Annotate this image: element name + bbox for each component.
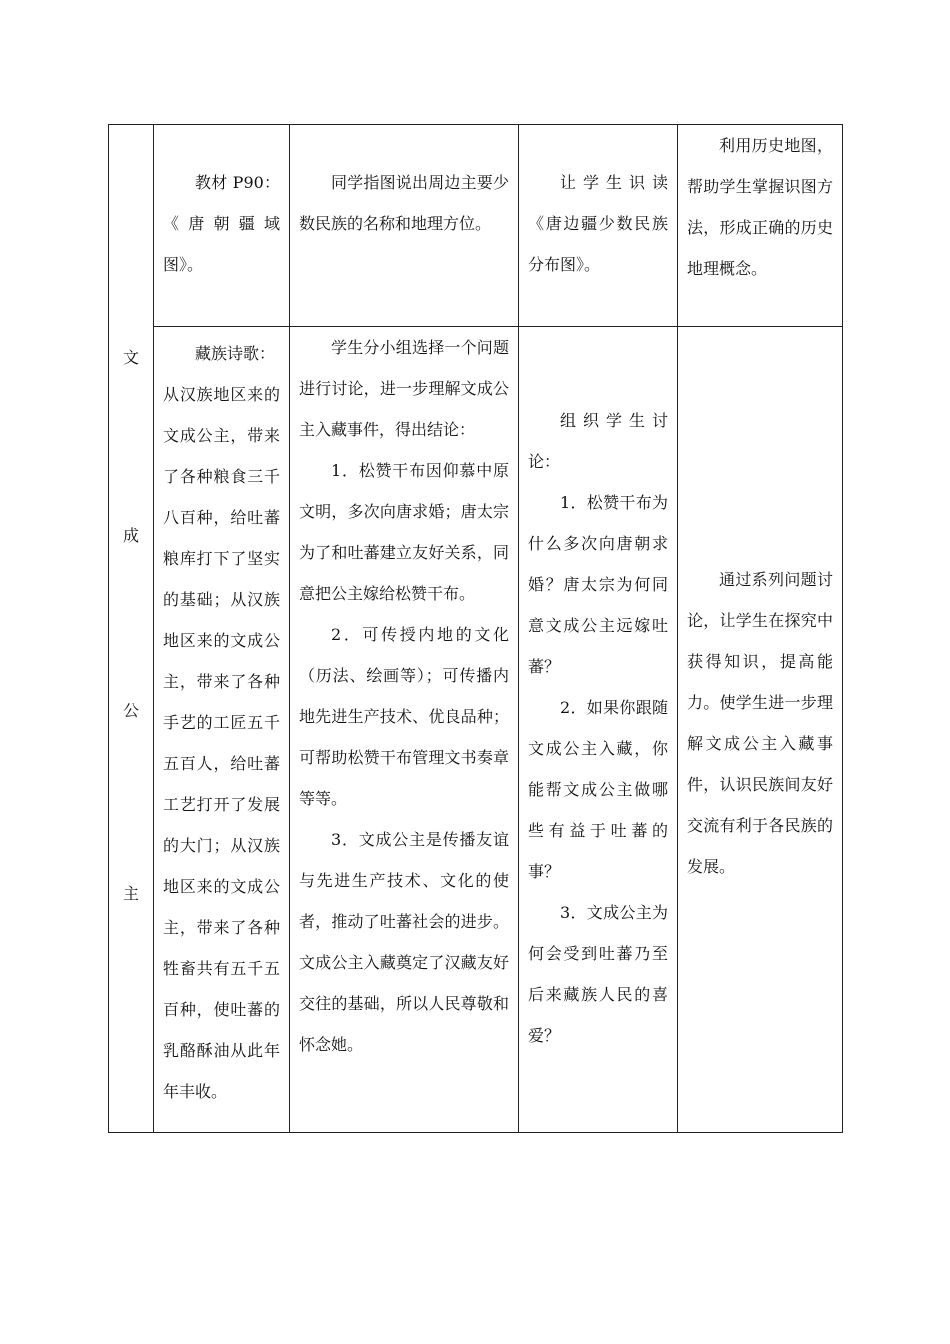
design-intent-cell <box>678 125 843 327</box>
section-title-char: 文 <box>122 348 139 367</box>
section-label-cell <box>109 125 154 1133</box>
table-row <box>109 327 843 1133</box>
material-text: 教材 P90：《唐朝疆域图》。 <box>163 173 280 274</box>
material-heading: 藏族诗歌： <box>195 344 276 363</box>
student-conclusion-item: 3．文成公主是传播友谊与先进生产技术、文化的使者，推动了吐蕃社会的进步。文成公主入藏奠定了汉藏友好交往的基础，所以人民尊敬和怀念她。 <box>299 830 509 1054</box>
design-intent-text: 利用历史地图，帮助学生掌握识图方法，形成正确的历史地理概念。 <box>687 136 833 278</box>
teacher-question-item: 2．如果你跟随文成公主入藏，你能帮文成公主做哪些有益于吐蕃的事？ <box>528 698 668 881</box>
student-activity-cell <box>290 125 519 327</box>
teacher-discussion-intro: 组织学生讨论： <box>528 411 668 471</box>
student-conclusion-item: 2．可传授内地的文化（历法、绘画等）；可传播内地先进生产技术、优良品种；可帮助松赞干布管理文书奏章等等。 <box>299 625 509 808</box>
material-poem-text: 从汉族地区来的文成公主，带来了各种粮食三千八百种，给吐蕃粮库打下了坚实的基础；从汉族地区来的文成公主，带来了各种手艺的工匠五千五百人，给吐蕃工艺打开了发展的大门；从汉族地区来的文成公主，带来了各种牲畜共有五千五百种，使吐蕃的乳酪酥油从此年年丰收。 <box>163 385 280 1101</box>
student-activity-cell <box>290 327 519 1133</box>
material-cell <box>154 327 290 1133</box>
student-activity-text: 同学指图说出周边主要少数民族的名称和地理方位。 <box>299 173 509 233</box>
table-row <box>109 125 843 327</box>
teacher-activity-cell <box>519 125 678 327</box>
design-intent-text: 通过系列问题讨论，让学生在探究中获得知识，提高能力。使学生进一步理解文成公主入藏事件，认识民族间友好交流有利于各民族的发展。 <box>687 570 833 876</box>
material-cell <box>154 125 290 327</box>
teacher-activity-cell <box>519 327 678 1133</box>
teacher-question-item: 1．松赞干布为什么多次向唐朝求婚？唐太宗为何同意文成公主远嫁吐蕃？ <box>528 493 668 676</box>
teacher-activity-text: 让学生识读《唐边疆少数民族分布图》。 <box>528 173 668 274</box>
student-discussion-intro: 学生分小组选择一个问题进行讨论，进一步理解文成公主入藏事件，得出结论： <box>299 338 509 439</box>
section-title-char: 主 <box>122 884 139 903</box>
design-intent-cell <box>678 327 843 1133</box>
student-conclusion-item: 1．松赞干布因仰慕中原文明，多次向唐求婚；唐太宗为了和吐蕃建立友好关系，同意把公主嫁给松赞干布。 <box>299 461 509 603</box>
section-title-char: 公 <box>122 701 139 720</box>
lesson-plan-table <box>108 124 843 1133</box>
teacher-question-item: 3．文成公主为何会受到吐蕃乃至后来藏族人民的喜爱？ <box>528 903 668 1045</box>
section-title-char: 成 <box>122 526 139 545</box>
